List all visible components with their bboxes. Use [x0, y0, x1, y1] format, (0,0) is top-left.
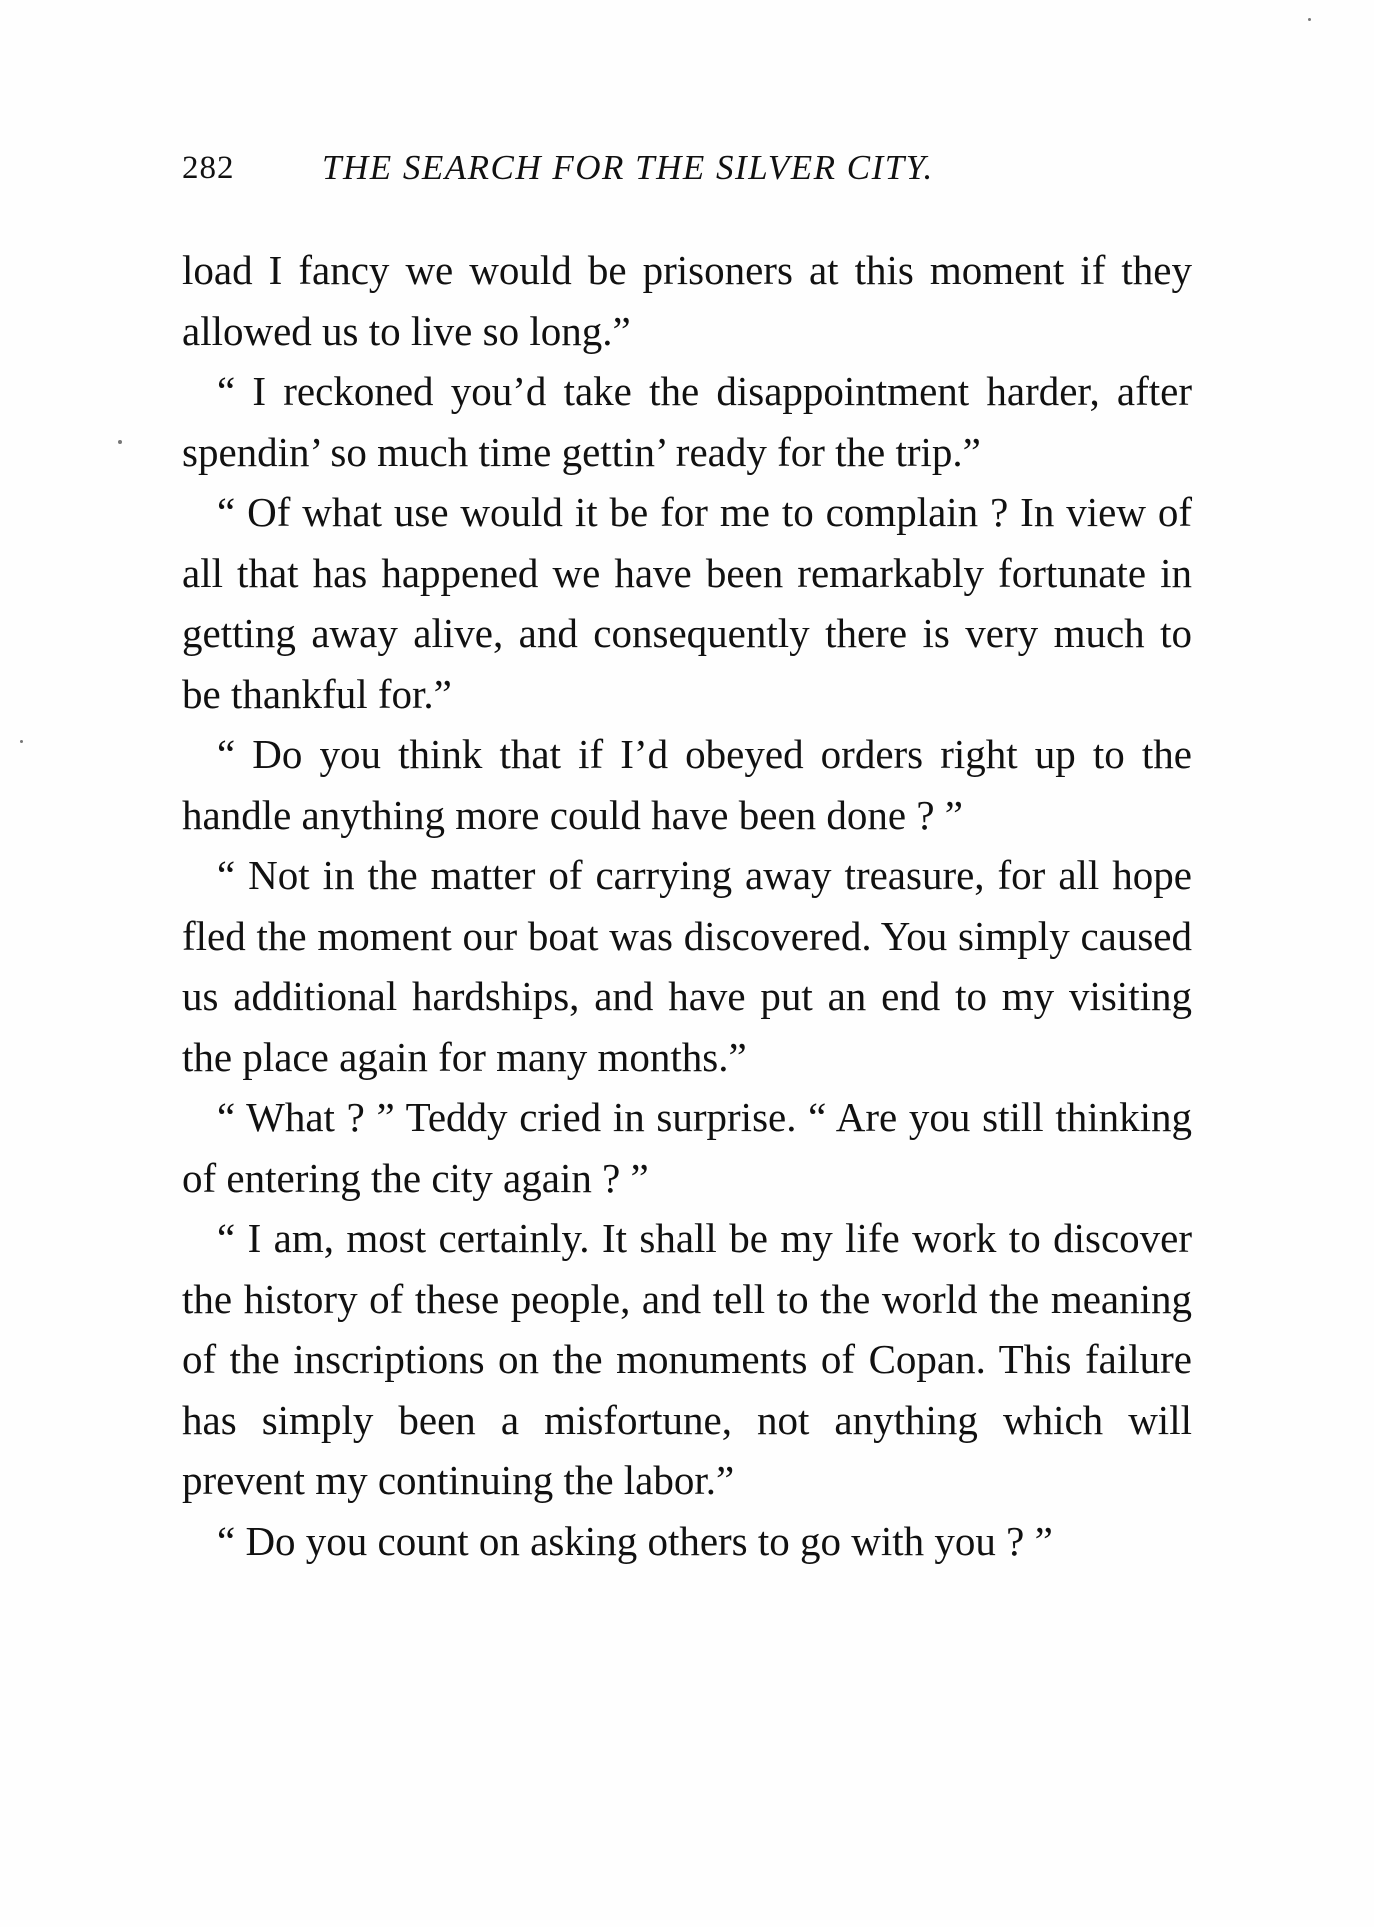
paragraph: load I fancy we would be prisoners at this moment if they allowed us to live so long.” — [182, 247, 1192, 354]
paper-speck — [118, 440, 122, 444]
running-title: THE SEARCH FOR THE SILVER CITY. — [322, 148, 934, 187]
paragraph: “ I reckoned you’d take the disappointment harder, after spendin’ so much time gettin’ ready for the trip.” — [182, 368, 1192, 475]
paragraph: “ Do you think that if I’d obeyed orders right up to the handle anything more could have been done ? ” — [182, 731, 1192, 838]
paper-speck — [20, 740, 23, 743]
paper-speck — [1308, 18, 1311, 21]
page-header — [182, 148, 1192, 198]
paragraph: “ Not in the matter of carrying away treasure, for all hope fled the moment our boat was discovered. You simply caused us additional hardships, and have put an end to my visiting the place again for many months.” — [182, 852, 1192, 1080]
paragraph: “ Do you count on asking others to go with you ? ” — [217, 1517, 1053, 1564]
paragraph: “ Of what use would it be for me to complain ? In view of all that has happened we have been remarkably fortunate in getting away alive, and consequently there is very much to be thankful for.” — [182, 489, 1192, 717]
paragraph: “ I am, most certainly. It shall be my life work to discover the history of these people, and tell to the world the meaning of the inscriptions on the monuments of Copan. This failure has simply been a misfortune, not anything which will prevent my continuing the labor.” — [182, 1215, 1192, 1503]
body-text — [182, 240, 1192, 1571]
paragraph: “ What ? ” Teddy cried in surprise. “ Are you still thinking of entering the city again ? ” — [182, 1094, 1192, 1201]
page-number: 282 — [182, 150, 235, 186]
